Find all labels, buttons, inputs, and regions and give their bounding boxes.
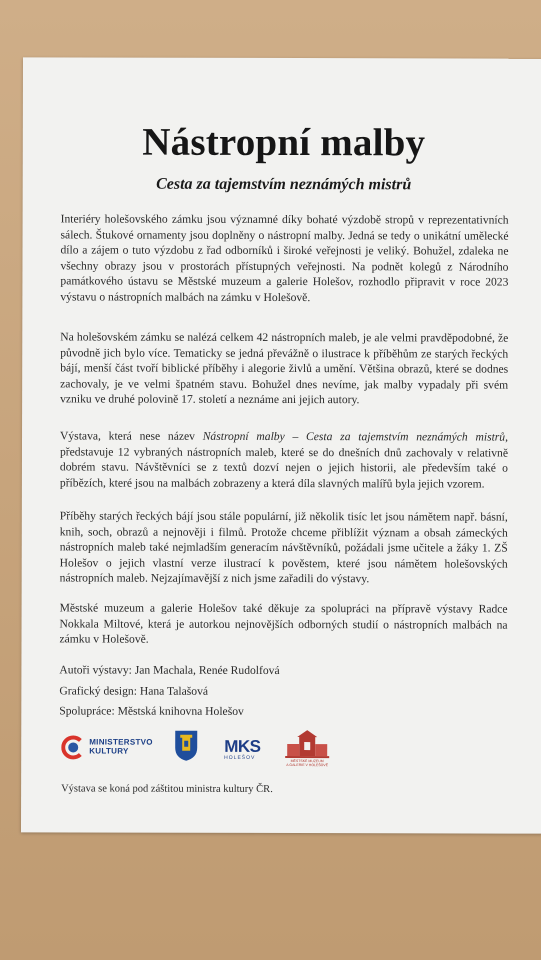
partner-logos — [61, 729, 391, 772]
credits-design: Grafický design: Hana Talašová — [59, 684, 209, 698]
museum-logo — [283, 730, 331, 766]
museum-logo-text — [283, 759, 331, 767]
ministry-logo-text — [89, 737, 153, 755]
poster-sheet — [21, 57, 541, 833]
paragraph-exhibition — [60, 428, 508, 491]
page-subtitle: Cesta za tajemstvím neznámých mistrů — [156, 175, 412, 194]
mks-logo-subtext: HOLEŠOV — [224, 754, 256, 761]
mks-logo-text: MKS — [224, 736, 261, 756]
paragraph-exhibition-start: Výstava, která nese název — [60, 429, 203, 443]
paragraph-count: Na holešovském zámku se nalézá celkem 42 nástropních maleb, je ale velmi pravděpodobné, že původně jich bylo více. Tematicky se jedná převážně o ilustrace k příběhům ze starých řeckých bájí, menší část tvoří biblické příběhy i alegorie živlů a umění. Většina obrazů, které se dodnes zachovaly, je ve velmi špatném stavu. Bohužel dnes nevíme, jak malby vypadaly při svém vzniku ve druhé polovině 17. století a neznáme ani jejich autory. — [60, 330, 509, 407]
ministry-logo-line2: KULTURY — [89, 746, 129, 756]
page-title: Nástropní malby — [142, 120, 426, 165]
ministry-logo-line1: MINISTERSTVO — [89, 737, 153, 747]
patronage-note: Výstava se koná pod záštitou ministra kultury ČR. — [61, 783, 273, 795]
paragraph-thanks: Městské muzeum a galerie Holešov také děkuje za spolupráci na přípravě výstavy Radce Nokkala Miltové, která je autorkou nejnovějších odborných studií o nástropních malbách na zámku v Holešově. — [59, 601, 508, 646]
ministry-of-culture-logo — [61, 735, 156, 765]
paragraph-intro: Interiéry holešovského zámku jsou významné díky bohaté výzdobě stropů v reprezentativních sálech. Štukové ornamenty jsou doplněny o nástropní malby. Jedná se tedy o unikátní umělecké dílo a zájem o tuto výzdobu z řad odborníků i široké veřejnosti je veliký. Bohužel, zdaleka ne všechny obrazy jsou v prostorách přístupných veřejnosti. Na podnět kolegů z Národního památkového ústavu se Městské muzeum a galerie Holešov, rozhodlo připravit v roce 2023 výstavu o nástropních malbách na zámku v Holešově. — [60, 212, 509, 304]
paragraph-myths: Příběhy starých řeckých bájí jsou stále populární, již několik tisíc let jsou námětem např. básní, knih, soch, obrazů a nejnověji i filmů. Protože chceme přiblížit význam a obsah zámeckých nástropních maleb také nejmladším generacím návštěvníků, požádali jsme učitele a žáky 1. ZŠ Holešov o jejich vlastní verze ilustrací k pověstem, které jsou námětem holešovských nástropních maleb. Nejzajímavější z nich jsme zařadili do výstavy. — [59, 509, 508, 586]
holesov-crest-icon — [174, 730, 198, 762]
exhibition-name: Nástropní malby – Cesta za tajemstvím neznámých mistrů — [202, 429, 506, 444]
credits-authors: Autoři výstavy: Jan Machala, Renée Rudolfová — [59, 663, 280, 677]
castle-icon — [283, 730, 331, 760]
ministry-dot-icon — [68, 742, 78, 752]
museum-logo-line1: MĚSTSKÉ MUZEUM — [290, 759, 324, 764]
mks-logo — [224, 738, 268, 768]
paragraph-exhibition-end: , představuje 12 vybraných nástropních maleb, které se do dnešních dnů zachovaly v relativně dobrém stavu. Návštěvníci se z textů dozví nejen o jejich historii, ale především také o příbězích, které jsou na malbách zobrazeny a která díla slavných malířů byla jejich vzorem. — [59, 430, 509, 491]
museum-logo-line2: A GALERIE V HOLEŠOVĚ — [286, 763, 329, 768]
credits-cooperation: Spolupráce: Městská knihovna Holešov — [59, 704, 244, 718]
